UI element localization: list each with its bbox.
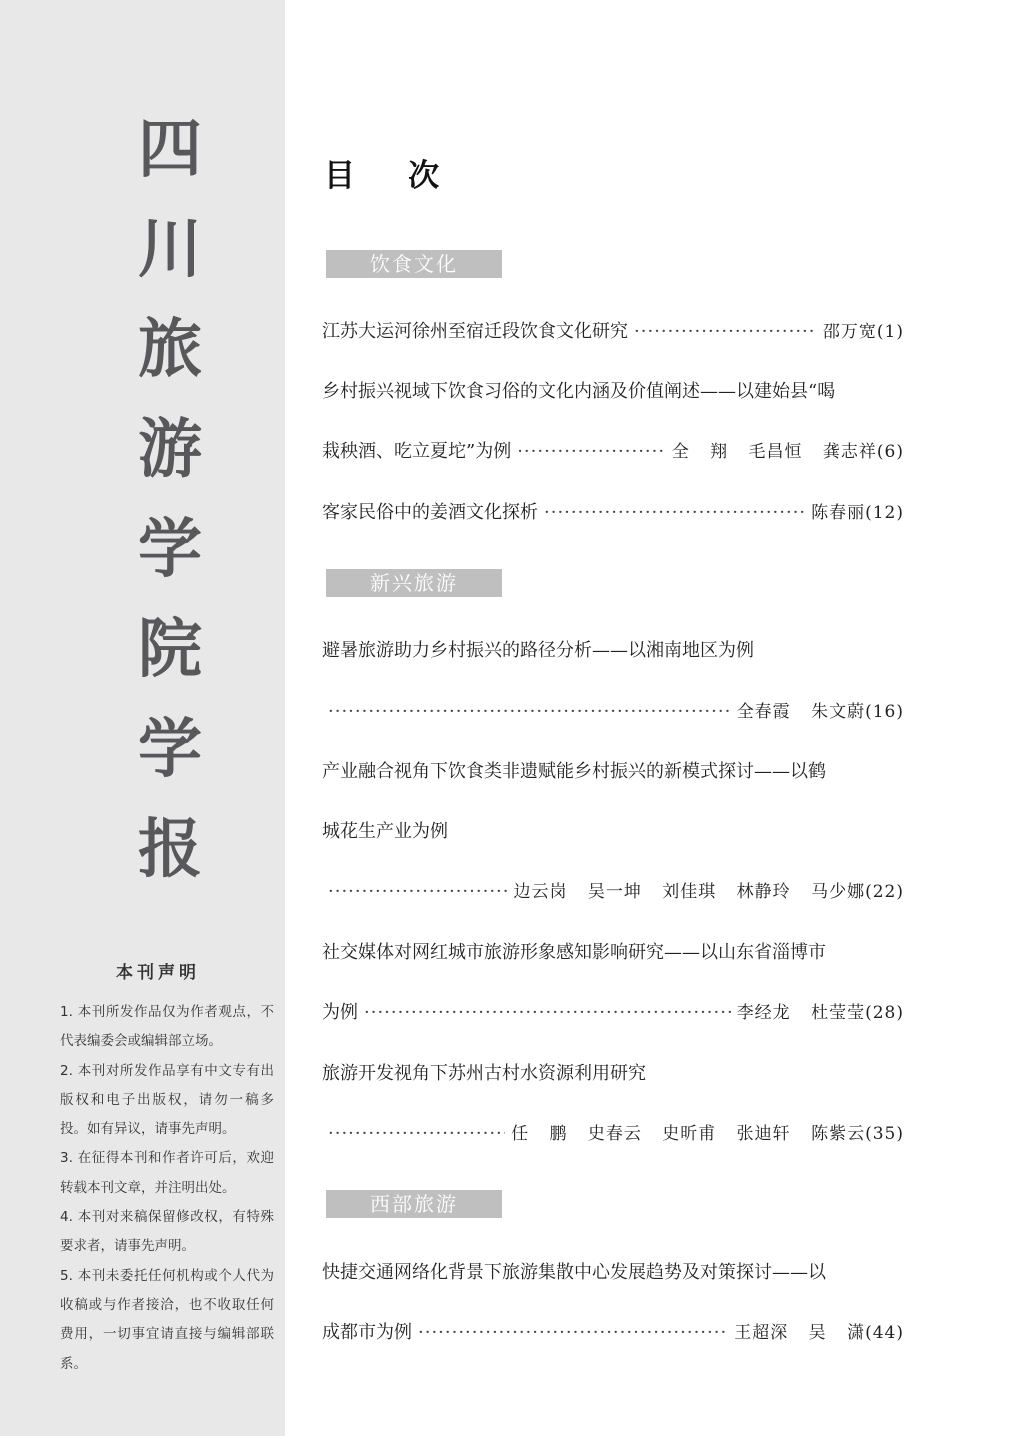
toc-entry-title: 快捷交通网络化背景下旅游集散中心发展趋势及对策探讨——以 xyxy=(322,1262,826,1283)
toc-entry-page: (22) xyxy=(865,882,904,902)
notice-item: 3. 在征得本刊和作者许可后，欢迎转载本刊文章，并注明出处。 xyxy=(60,1150,274,1196)
toc-entry-title: 成都市为例 xyxy=(322,1322,412,1343)
toc-entry-title: 避暑旅游助力乡村振兴的路径分析——以湘南地区为例 xyxy=(322,640,754,661)
notice-item: 4. 本刊对来稿保留修改权，有特殊要求者，请事先声明。 xyxy=(60,1209,274,1255)
journal-title xyxy=(120,100,220,900)
notice-item: 1. 本刊所发作品仅为作者观点，不代表编委会或编辑部立场。 xyxy=(60,1004,274,1050)
journal-title-char: 学 xyxy=(138,513,202,587)
toc-entry-title: 为例 xyxy=(322,1002,358,1023)
toc-entry-page: (6) xyxy=(876,442,904,462)
notice-item: 2. 本刊对所发作品享有中文专有出版权和电子出版权，请勿一稿多投。如有异议，请事先声明。 xyxy=(60,1062,274,1138)
toc-entry-author: 全春霞 朱文蔚 xyxy=(736,702,866,722)
toc-entry-continued[interactable] xyxy=(322,1116,904,1152)
toc-entry[interactable] xyxy=(322,1056,904,1092)
toc-entry-title: 旅游开发视角下苏州古村水资源利用研究 xyxy=(322,1063,646,1084)
toc-entry-author: 全 翔 毛昌恒 龚志祥 xyxy=(671,442,877,462)
leader-dots xyxy=(418,1315,728,1351)
section-label-western-tourism: 西部旅游 xyxy=(326,1190,502,1218)
toc-entry-continued[interactable] xyxy=(322,694,904,730)
toc-entry-title: 客家民俗中的姜酒文化探析 xyxy=(322,502,538,523)
toc-entry-continued[interactable] xyxy=(322,1315,904,1351)
journal-title-char: 报 xyxy=(138,813,202,887)
toc-entry-author: 王超深 吴 潇 xyxy=(734,1323,866,1343)
toc-entry-page: (44) xyxy=(865,1323,904,1343)
journal-title-char: 旅 xyxy=(138,313,202,387)
toc-entry[interactable] xyxy=(322,314,904,350)
toc-entry[interactable] xyxy=(322,374,904,410)
journal-title-char: 川 xyxy=(138,213,202,287)
toc-entry-continued[interactable] xyxy=(322,814,904,850)
toc-heading: 目 次 xyxy=(324,158,442,194)
leader-dots xyxy=(544,495,805,531)
journal-title-char: 游 xyxy=(138,413,202,487)
journal-title-char: 学 xyxy=(138,713,202,787)
toc-entry-continued[interactable] xyxy=(322,995,904,1031)
notice-title: 本刊声明 xyxy=(116,963,200,983)
section-label-food-culture: 饮食文化 xyxy=(326,250,502,278)
toc-entry-title: 栽秧酒、吃立夏坨”为例 xyxy=(322,441,512,462)
toc-entry-title: 乡村振兴视域下饮食习俗的文化内涵及价值阐述——以建始县“喝 xyxy=(322,381,836,402)
toc-entry-page: (1) xyxy=(876,322,904,342)
toc-entry-continued[interactable] xyxy=(322,874,904,910)
section-label-emerging-tourism: 新兴旅游 xyxy=(326,569,502,597)
journal-title-char: 院 xyxy=(138,613,202,687)
toc-entry-title: 城花生产业为例 xyxy=(322,821,448,842)
toc-entry-continued[interactable] xyxy=(322,434,904,470)
toc-entry-author: 任 鹏 史春云 史昕甫 张迪轩 陈紫云 xyxy=(511,1124,866,1144)
leader-dots xyxy=(328,1116,505,1152)
leader-dots xyxy=(328,874,507,910)
toc-entry-title: 社交媒体对网红城市旅游形象感知影响研究——以山东省淄博市 xyxy=(322,942,826,963)
toc-entry[interactable] xyxy=(322,935,904,971)
toc-entry-author: 李经龙 杜莹莹 xyxy=(736,1003,866,1023)
toc-entry[interactable] xyxy=(322,633,904,669)
toc-entry-page: (35) xyxy=(865,1124,904,1144)
leader-dots xyxy=(634,314,817,350)
toc-entry-title: 江苏大运河徐州至宿迁段饮食文化研究 xyxy=(322,321,628,342)
journal-title-char: 四 xyxy=(138,113,202,187)
leader-dots xyxy=(328,694,731,730)
toc-entry[interactable] xyxy=(322,495,904,531)
notice-item: 5. 本刊未委托任何机构或个人代为收稿或与作者接洽，也不收取任何费用，一切事宜请直接与编辑部联系。 xyxy=(60,1267,274,1372)
toc-entry-page: (12) xyxy=(865,503,904,523)
toc-entry-page: (28) xyxy=(865,1003,904,1023)
toc-entry-title: 产业融合视角下饮食类非遗赋能乡村振兴的新模式探讨——以鹤 xyxy=(322,761,826,782)
toc-entry-page: (16) xyxy=(865,702,904,722)
sidebar xyxy=(0,0,285,1436)
toc-entry[interactable] xyxy=(322,754,904,790)
toc-entry-author: 陈春丽 xyxy=(811,503,866,523)
toc-entry[interactable] xyxy=(322,1255,904,1291)
notice-list xyxy=(60,998,274,1379)
leader-dots xyxy=(517,434,665,470)
toc-entry-author: 邵万宽 xyxy=(822,322,877,342)
leader-dots xyxy=(364,995,731,1031)
toc-entry-author: 边云岗 吴一坤 刘佳琪 林静玲 马少娜 xyxy=(513,882,866,902)
